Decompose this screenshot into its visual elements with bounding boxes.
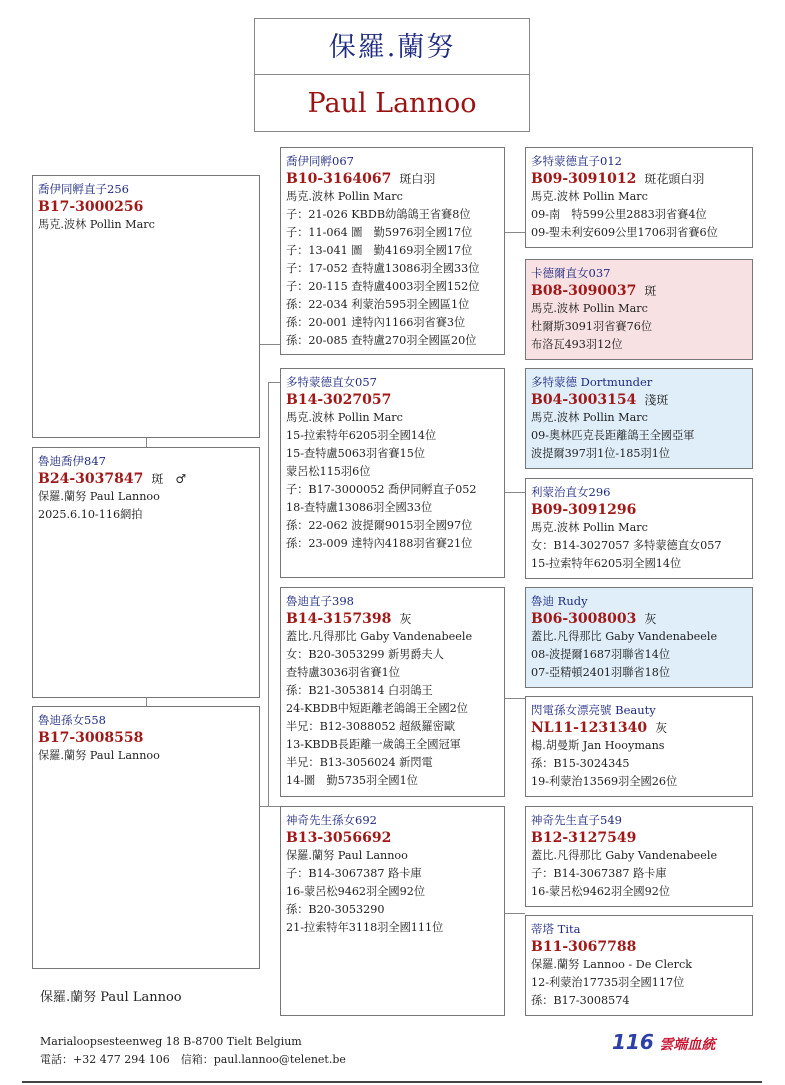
- info-line: 查特盧3036羽省賽1位: [286, 666, 400, 679]
- info-line: 保羅.蘭努 Paul Lannoo: [286, 849, 408, 862]
- info-line: 08-波提爾1687羽聯省14位: [531, 648, 671, 661]
- connector: [146, 697, 147, 706]
- bird-name: 多特蒙德直女057: [286, 375, 377, 389]
- info-line: 半兄：B13-3056024 新閃電: [286, 756, 433, 769]
- ring-number: B17-3008558: [38, 730, 144, 746]
- ring-number: B04-3003154: [531, 392, 637, 408]
- connector: [146, 438, 147, 447]
- ring-number-row: [531, 282, 747, 300]
- divider: [22, 1081, 762, 1083]
- info-line: 16-蒙呂松9462羽全國92位: [531, 885, 671, 898]
- info-line: 13-KBDB長距離一歲鴿王全國冠軍: [286, 738, 461, 751]
- ring-number-row: [286, 170, 499, 188]
- ring-number-row: [531, 170, 747, 188]
- ring-number-row: [286, 610, 499, 628]
- pedigree-box-dam-dam: [280, 806, 505, 1016]
- ring-number-row: [38, 729, 254, 747]
- ring-number: NL11-1231340: [531, 720, 648, 736]
- pedigree-box-sdd: [525, 478, 753, 579]
- info-line: 孫：20-085 查特盧270羽全國區20位: [286, 334, 477, 347]
- info-line: 09-聖未利安609公里1706羽省賽6位: [531, 226, 718, 239]
- pedigree-box-sire-dam: [280, 368, 505, 578]
- info-line: 子：17-052 查特盧13086羽全國33位: [286, 262, 480, 275]
- ring-number-row: [531, 610, 747, 628]
- connector: [268, 382, 269, 806]
- ring-number: B17-3000256: [38, 199, 144, 215]
- pedigree-box-dsd: [525, 696, 753, 797]
- contact-info: [40, 1033, 346, 1069]
- ring-number: B12-3127549: [531, 830, 637, 846]
- bird-name: 多特蒙德直子012: [531, 154, 622, 168]
- phone-email: 電話：+32 477 294 106 信箱：paul.lannoo@telenet.be: [40, 1053, 346, 1066]
- info-line: 波提爾397羽1位-185羽1位: [531, 447, 671, 460]
- info-line: 19-利蒙治13569羽全國26位: [531, 775, 678, 788]
- bird-name: 蒂塔 Tita: [531, 922, 581, 936]
- info-line: 半兄：B12-3088052 超級羅密歐: [286, 720, 456, 733]
- ring-number: B13-3056692: [286, 830, 392, 846]
- ring-number-row: [531, 391, 747, 409]
- info-line: 女：B14-3027057 多特蒙德直女057: [531, 539, 722, 552]
- bird-name: 魯迪喬伊847: [38, 454, 106, 468]
- info-line: 蓋比.凡得那比 Gaby Vandenabeele: [286, 630, 473, 643]
- connector: [260, 344, 280, 345]
- info-line: 保羅.蘭努 Paul Lannoo: [38, 749, 160, 762]
- info-line: 15-拉索特年6205羽全國14位: [286, 429, 437, 442]
- ring-number-row: [286, 391, 499, 409]
- info-line: 保羅.蘭努 Lannoo - De Clerck: [531, 958, 693, 971]
- info-line: 馬克.波林 Pollin Marc: [286, 411, 403, 424]
- pedigree-box-sss: [525, 147, 753, 248]
- ring-number: B14-3157398: [286, 611, 392, 627]
- bird-name: 魯迪孫女558: [38, 713, 106, 727]
- ring-number-row: [531, 938, 747, 956]
- info-line: 馬克.波林 Pollin Marc: [531, 190, 648, 203]
- info-line: 子：B14-3067387 路卡庫: [286, 867, 422, 880]
- info-line: 12-利蒙治17735羽全國117位: [531, 976, 685, 989]
- info-line: 布洛瓦493羽12位: [531, 338, 623, 351]
- pedigree-box-dss: [525, 587, 753, 688]
- info-line: 馬克.波林 Pollin Marc: [38, 218, 155, 231]
- info-line: 07-亞精頓2401羽聯省18位: [531, 666, 671, 679]
- info-line: 孫：23-009 達特內4188羽省賽21位: [286, 537, 473, 550]
- info-line: 21-拉索特年3118羽全國111位: [286, 921, 444, 934]
- info-line: 2025.6.10-116網拍: [38, 508, 143, 521]
- ring-number-row: [531, 829, 747, 847]
- logo-text: 雲端血統: [659, 1037, 716, 1053]
- bird-name: 魯迪直子398: [286, 594, 354, 608]
- info-line: 09-南 特599公里2883羽省賽4位: [531, 208, 707, 221]
- connector: [268, 382, 280, 383]
- bird-color: 灰: [655, 721, 668, 735]
- info-line: 孫：20-001 達特內1166羽省賽3位: [286, 316, 466, 329]
- info-line: 馬克.波林 Pollin Marc: [531, 411, 648, 424]
- info-line: 馬克.波林 Pollin Marc: [286, 190, 403, 203]
- info-line: 女：B20-3053299 新男爵夫人: [286, 648, 444, 661]
- ring-number-row: [531, 501, 747, 519]
- connector: [505, 698, 525, 699]
- bird-color: 斑: [644, 284, 657, 298]
- info-line: 蓋比.凡得那比 Gaby Vandenabeele: [531, 630, 718, 643]
- info-line: 子：B17-3000052 喬伊同孵直子052: [286, 483, 477, 496]
- info-line: 孫：B15-3024345: [531, 757, 630, 770]
- info-line: 子：21-026 KBDB幼鴿鴿王省賽8位: [286, 208, 471, 221]
- info-line: 孫：22-062 波提爾9015羽全國97位: [286, 519, 473, 532]
- bird-color: 斑 ♂: [151, 472, 187, 486]
- connector: [505, 913, 525, 914]
- bird-color: 斑花頭白羽: [644, 172, 705, 186]
- pedigree-box-dam: [32, 706, 260, 969]
- bird-name: 喬伊同孵067: [286, 154, 354, 168]
- title-english: Paul Lannoo: [254, 74, 530, 132]
- info-line: 子：11-064 圖 勤5976羽全國17位: [286, 226, 473, 239]
- ring-number: B06-3008003: [531, 611, 637, 627]
- pedigree-box-dam-sire: [280, 587, 505, 797]
- bird-name: 多特蒙德 Dortmunder: [531, 375, 653, 389]
- info-line: 子：B14-3067387 路卡庫: [531, 867, 667, 880]
- logo-number: 116: [612, 1030, 654, 1054]
- info-line: 15-拉索特年6205羽全國14位: [531, 557, 682, 570]
- ring-number: B14-3027057: [286, 392, 392, 408]
- info-line: 24-KBDB中短距離老鴿鴿王全國2位: [286, 702, 468, 715]
- connector: [260, 806, 280, 807]
- info-line: 16-蒙呂松9462羽全國92位: [286, 885, 426, 898]
- info-line: 15-查特盧5063羽省賽15位: [286, 447, 426, 460]
- ring-number: B08-3090037: [531, 283, 637, 299]
- ring-number: B09-3091296: [531, 502, 637, 518]
- pedigree-box-sire: [32, 175, 260, 438]
- pedigree-box-sds: [525, 368, 753, 469]
- title-chinese: 保羅.蘭努: [254, 18, 530, 75]
- info-line: 蓋比.凡得那比 Gaby Vandenabeele: [531, 849, 718, 862]
- ring-number-row: [38, 198, 254, 216]
- bird-color: 淺斑: [644, 393, 669, 407]
- info-line: 馬克.波林 Pollin Marc: [531, 521, 648, 534]
- bird-name: 閃電孫女漂亮號 Beauty: [531, 703, 656, 717]
- info-line: 14-圖 勤5735羽全國1位: [286, 774, 418, 787]
- breeder-name: 保羅.蘭努 Paul Lannoo: [40, 990, 182, 1005]
- info-line: 孫：B17-3008574: [531, 994, 630, 1007]
- pedigree-box-subject: [32, 447, 260, 698]
- pedigree-box-dds: [525, 806, 753, 907]
- bird-name: 神奇先生孫女692: [286, 813, 377, 827]
- connector: [505, 232, 525, 233]
- ring-number: B24-3037847: [38, 471, 144, 487]
- connector: [505, 492, 525, 493]
- info-line: 孫：B21-3053814 白羽鴿王: [286, 684, 433, 697]
- pedigree-box-ddd: [525, 915, 753, 1016]
- info-line: 杜爾斯3091羽省賽76位: [531, 320, 653, 333]
- info-line: 孫：22-034 利蒙治595羽全國區1位: [286, 298, 470, 311]
- ring-number: B11-3067788: [531, 939, 637, 955]
- ring-number: B09-3091012: [531, 171, 637, 187]
- logo: [612, 1030, 715, 1054]
- ring-number-row: [38, 470, 254, 488]
- bird-color: 灰: [399, 612, 412, 626]
- info-line: 18-查特盧13086羽全國33位: [286, 501, 433, 514]
- info-line: 子：13-041 圖 勤4169羽全國17位: [286, 244, 473, 257]
- bird-name: 魯迪 Rudy: [531, 594, 588, 608]
- bird-name: 喬伊同孵直子256: [38, 182, 129, 196]
- pedigree-box-sire-sire: [280, 147, 505, 355]
- bird-name: 卡德爾直女037: [531, 266, 611, 280]
- ring-number-row: [531, 719, 747, 737]
- ring-number-row: [286, 829, 499, 847]
- info-line: 子：20-115 查特盧4003羽全國152位: [286, 280, 480, 293]
- info-line: 馬克.波林 Pollin Marc: [531, 302, 648, 315]
- info-line: 保羅.蘭努 Paul Lannoo: [38, 490, 160, 503]
- address: Marialoopsesteenweg 18 B-8700 Tielt Belgium: [40, 1035, 302, 1048]
- bird-color: 灰: [644, 612, 657, 626]
- info-line: 09-奧林匹克長距離鴿王全國亞軍: [531, 429, 695, 442]
- info-line: 孫：B20-3053290: [286, 903, 385, 916]
- info-line: 蒙呂松115羽6位: [286, 465, 371, 478]
- bird-color: 斑白羽: [399, 172, 436, 186]
- bird-name: 神奇先生直子549: [531, 813, 622, 827]
- bird-name: 利蒙治直女296: [531, 485, 611, 499]
- ring-number: B10-3164067: [286, 171, 392, 187]
- pedigree-box-ssd: [525, 259, 753, 360]
- info-line: 楊.胡曼斯 Jan Hooymans: [531, 739, 665, 752]
